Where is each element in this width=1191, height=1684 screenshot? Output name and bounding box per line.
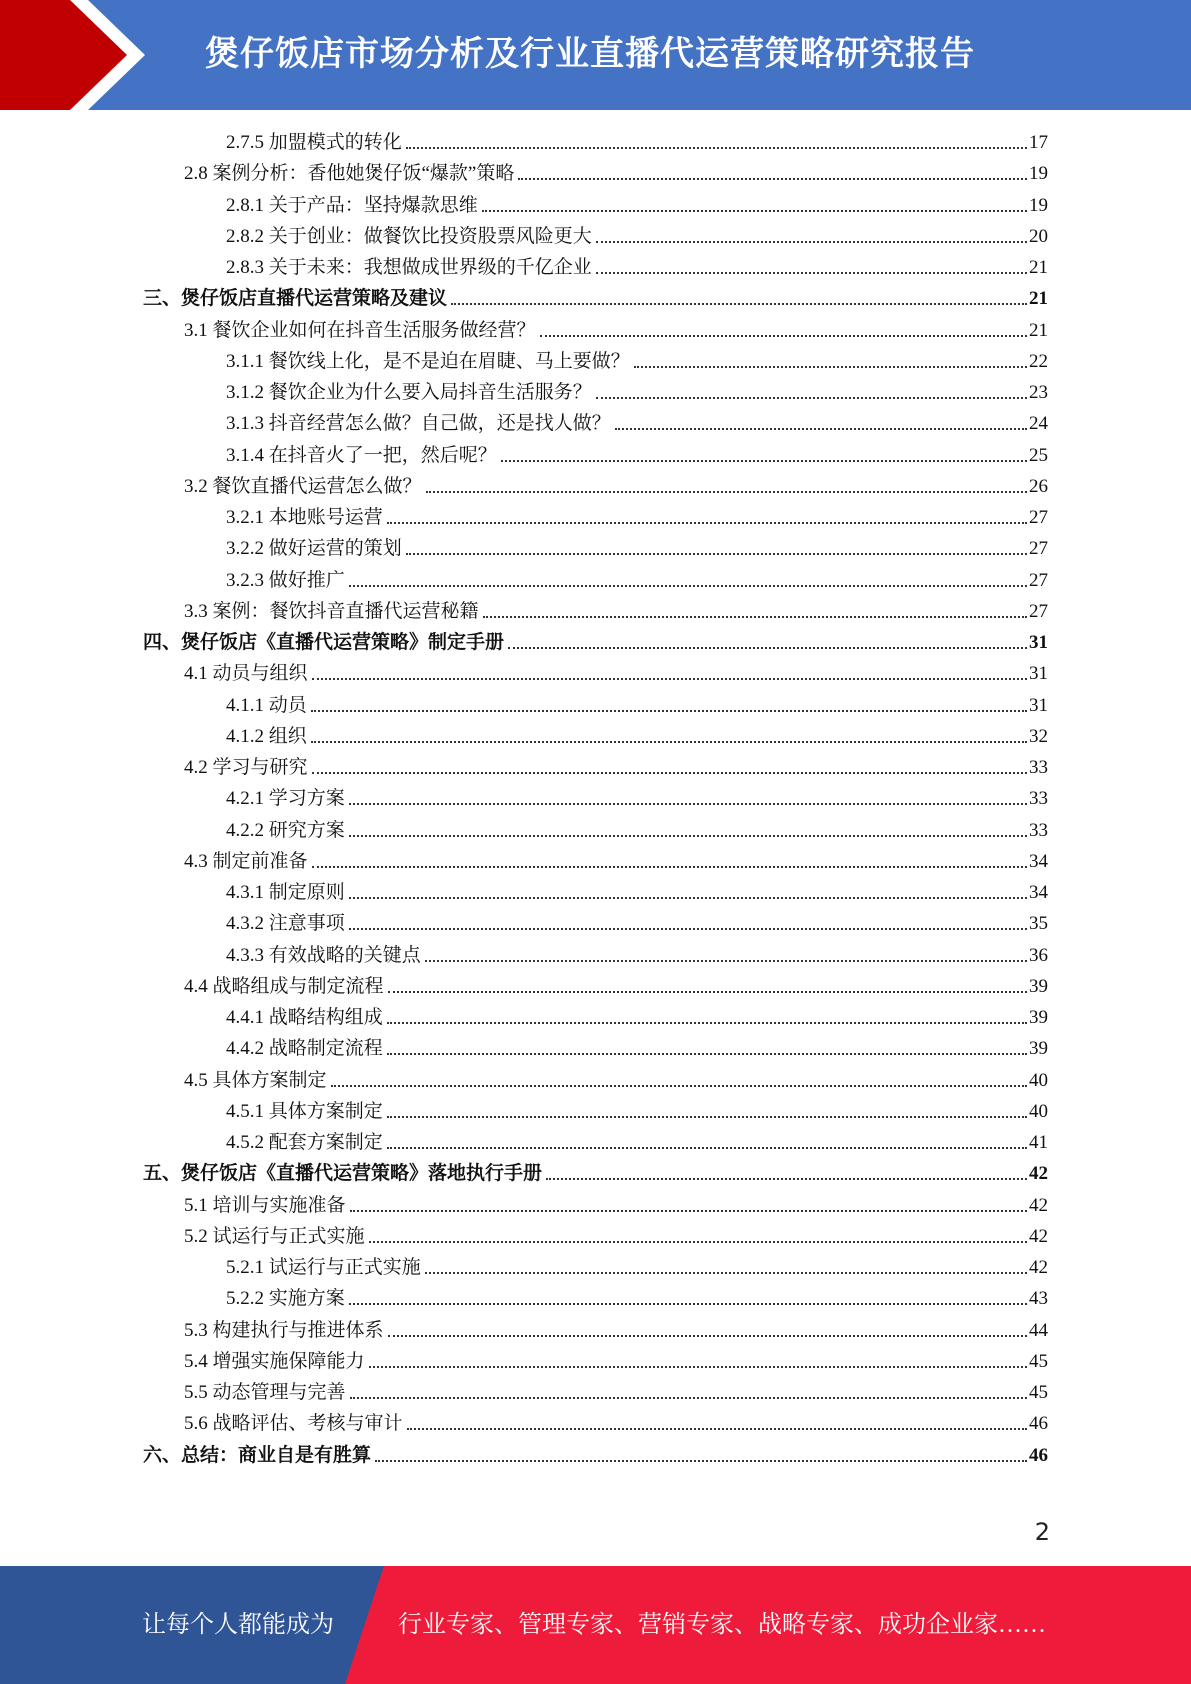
- toc-entry-page: 20: [1029, 225, 1048, 247]
- toc-dot-leader: [596, 397, 1027, 399]
- page-header: [0, 0, 1191, 110]
- toc-dot-leader: [349, 835, 1027, 837]
- toc-entry-title: 3.2.1 本地账号运营: [226, 507, 383, 528]
- toc-entry-page: 42: [1029, 1257, 1048, 1278]
- toc-entry-page: 24: [1029, 413, 1048, 435]
- footer-slogan-left: 让每个人都能成为: [142, 1612, 334, 1638]
- toc-entry[interactable]: [184, 752, 1048, 783]
- toc-dot-leader: [312, 772, 1027, 774]
- toc-entry-page: 40: [1029, 1069, 1048, 1091]
- toc-entry-title: 5.2.2 实施方案: [226, 1288, 345, 1310]
- toc-entry-page: 36: [1029, 944, 1048, 966]
- toc-entry[interactable]: [226, 565, 1048, 596]
- toc-entry-title: 5.3 构建执行与推进体系: [184, 1319, 384, 1341]
- toc-entry-title: 3.1.3 抖音经营怎么做？自己做，还是找人做？: [226, 413, 611, 435]
- toc-entry-page: 32: [1029, 725, 1048, 747]
- toc-entry-title: 5.2.1 试运行与正式实施: [226, 1257, 421, 1278]
- toc-entry-page: 21: [1029, 319, 1048, 341]
- toc-dot-leader: [615, 428, 1027, 430]
- toc-entry-title: 4.3.3 有效战略的关键点: [226, 944, 421, 966]
- report-title: 煲仔饭店市场分析及行业直播代运营策略研究报告: [205, 34, 975, 74]
- toc-dot-leader: [634, 366, 1027, 368]
- toc-entry-page: 42: [1029, 1194, 1048, 1216]
- toc-entry[interactable]: [184, 1408, 1048, 1439]
- page-number: 2: [1034, 1518, 1050, 1546]
- toc-dot-leader: [387, 1116, 1027, 1118]
- toc-entry-page: 19: [1029, 194, 1048, 216]
- toc-entry[interactable]: [226, 1096, 1048, 1127]
- toc-entry[interactable]: [184, 1346, 1048, 1377]
- toc-dot-leader: [540, 335, 1027, 337]
- toc-entry-title: 3.1.4 在抖音火了一把，然后呢？: [226, 444, 497, 466]
- toc-entry-title: 4.3 制定前准备: [184, 850, 308, 872]
- toc-entry-title: 5.2 试运行与正式实施: [184, 1225, 365, 1247]
- toc-entry-page: 31: [1029, 694, 1048, 716]
- toc-entry-title: 4.1 动员与组织: [184, 663, 308, 685]
- toc-entry-title: 2.7.5 加盟模式的转化: [226, 132, 402, 153]
- toc-entry[interactable]: [226, 721, 1048, 752]
- toc-entry[interactable]: [226, 940, 1048, 971]
- toc-entry-page: 25: [1029, 444, 1048, 466]
- toc-entry-page: 33: [1029, 757, 1048, 778]
- toc-entry-title: 4.4.2 战略制定流程: [226, 1038, 383, 1060]
- toc-entry[interactable]: [226, 1002, 1048, 1033]
- toc-entry[interactable]: [184, 315, 1048, 346]
- toc-entry[interactable]: [184, 158, 1048, 189]
- toc-entry[interactable]: [226, 1283, 1048, 1314]
- toc-dot-leader: [546, 1178, 1027, 1180]
- toc-dot-leader: [349, 928, 1027, 930]
- toc-entry-title: 5.5 动态管理与完善: [184, 1382, 346, 1403]
- toc-entry-title: 4.1.2 组织: [226, 725, 307, 747]
- toc-entry[interactable]: [226, 1252, 1048, 1283]
- toc-entry-page: 39: [1029, 1007, 1048, 1028]
- toc-entry-title: 3.1.1 餐饮线上化，是不是迫在眉睫、马上要做？: [226, 350, 630, 372]
- toc-entry[interactable]: [226, 815, 1048, 846]
- toc-dot-leader: [349, 585, 1027, 587]
- toc-entry-page: 27: [1029, 569, 1048, 591]
- toc-dot-leader: [407, 1428, 1027, 1430]
- toc-entry[interactable]: [143, 627, 1048, 658]
- toc-entry-title: 四、煲仔饭店《直播代运营策略》制定手册: [143, 632, 505, 653]
- toc-entry-title: 3.1 餐饮企业如何在抖音生活服务做经营？: [184, 319, 536, 341]
- toc-dot-leader: [387, 1053, 1027, 1055]
- toc-entry-title: 4.3.1 制定原则: [226, 882, 345, 903]
- toc-dot-leader: [387, 1022, 1027, 1024]
- toc-entry[interactable]: [226, 190, 1048, 221]
- toc-dot-leader: [375, 1460, 1027, 1462]
- toc-dot-leader: [518, 178, 1027, 180]
- toc-entry-page: 39: [1029, 975, 1048, 997]
- toc-dot-leader: [596, 241, 1027, 243]
- toc-dot-leader: [482, 210, 1027, 212]
- toc-entry[interactable]: [226, 533, 1048, 564]
- toc-entry-page: 46: [1029, 1413, 1048, 1435]
- toc-entry[interactable]: [143, 1440, 1048, 1471]
- toc-dot-leader: [349, 897, 1027, 899]
- toc-dot-leader: [331, 1085, 1027, 1087]
- toc-dot-leader: [501, 460, 1027, 462]
- toc-entry-title: 4.1.1 动员: [226, 694, 307, 716]
- toc-entry-page: 33: [1029, 819, 1048, 841]
- toc-entry-page: 42: [1029, 1225, 1048, 1247]
- toc-entry[interactable]: [226, 252, 1048, 283]
- toc-dot-leader: [388, 1335, 1027, 1337]
- toc-entry-page: 40: [1029, 1100, 1048, 1122]
- toc-dot-leader: [388, 991, 1027, 993]
- toc-entry[interactable]: [226, 908, 1048, 939]
- toc-entry-page: 27: [1029, 507, 1048, 528]
- toc-entry[interactable]: [226, 1033, 1048, 1064]
- toc-entry[interactable]: [143, 1158, 1048, 1189]
- toc-entry-title: 五、煲仔饭店《直播代运营策略》落地执行手册: [143, 1163, 543, 1185]
- page-footer: [0, 1566, 1191, 1684]
- toc-dot-leader: [483, 616, 1027, 618]
- toc-dot-leader: [451, 303, 1027, 305]
- toc-entry-page: 27: [1029, 538, 1048, 560]
- toc-dot-leader: [349, 803, 1027, 805]
- toc-entry-page: 34: [1029, 882, 1048, 903]
- toc-entry-title: 4.2 学习与研究: [184, 757, 308, 778]
- toc-entry[interactable]: [184, 1065, 1048, 1096]
- chevron-arrow-icon: [0, 0, 160, 110]
- toc-dot-leader: [350, 1397, 1027, 1399]
- toc-entry-page: 34: [1029, 850, 1048, 872]
- toc-dot-leader: [406, 553, 1027, 555]
- toc-entry-page: 42: [1029, 1163, 1048, 1185]
- toc-entry-title: 4.4 战略组成与制定流程: [184, 975, 384, 997]
- toc-entry-title: 4.5 具体方案制定: [184, 1069, 327, 1091]
- toc-entry-title: 4.2.2 研究方案: [226, 819, 345, 841]
- toc-entry-page: 39: [1029, 1038, 1048, 1060]
- toc-entry-title: 4.2.1 学习方案: [226, 788, 345, 810]
- toc-entry[interactable]: [226, 221, 1048, 252]
- toc-entry[interactable]: [184, 1377, 1048, 1408]
- toc-dot-leader: [312, 866, 1027, 868]
- toc-dot-leader: [596, 272, 1027, 274]
- toc-entry-title: 4.5.1 具体方案制定: [226, 1100, 383, 1122]
- toc-entry[interactable]: [226, 346, 1048, 377]
- toc-entry[interactable]: [184, 846, 1048, 877]
- toc-entry-page: 21: [1029, 288, 1048, 310]
- toc-entry[interactable]: [226, 440, 1048, 471]
- toc-entry[interactable]: [226, 1127, 1048, 1158]
- toc-dot-leader: [350, 1210, 1027, 1212]
- toc-entry[interactable]: [226, 502, 1048, 533]
- toc-dot-leader: [426, 491, 1027, 493]
- toc-dot-leader: [406, 147, 1027, 149]
- toc-dot-leader: [425, 960, 1027, 962]
- toc-entry[interactable]: [184, 471, 1048, 502]
- toc-entry-page: 17: [1029, 132, 1048, 153]
- toc-entry-title: 4.3.2 注意事项: [226, 913, 345, 935]
- toc-entry[interactable]: [226, 377, 1048, 408]
- toc-dot-leader: [349, 1303, 1027, 1305]
- footer-slogan-right: 行业专家、管理专家、营销专家、战略专家、成功企业家……: [398, 1612, 1046, 1638]
- toc-dot-leader: [387, 1147, 1027, 1149]
- toc-entry-title: 2.8.2 关于创业：做餐饮比投资股票风险更大: [226, 225, 592, 247]
- toc-entry-page: 21: [1029, 257, 1048, 278]
- toc-entry[interactable]: [184, 1221, 1048, 1252]
- toc-entry-title: 5.1 培训与实施准备: [184, 1194, 346, 1216]
- toc-entry-page: 31: [1029, 632, 1048, 653]
- toc-entry-page: 45: [1029, 1382, 1048, 1403]
- toc-entry[interactable]: [226, 783, 1048, 814]
- toc-entry-page: 19: [1029, 163, 1048, 185]
- toc-entry[interactable]: [226, 690, 1048, 721]
- toc-dot-leader: [425, 1272, 1027, 1274]
- toc-entry-title: 2.8.3 关于未来：我想做成世界级的千亿企业: [226, 257, 592, 278]
- toc-entry-title: 3.2.3 做好推广: [226, 569, 345, 591]
- toc-entry-page: 27: [1029, 600, 1048, 622]
- toc-entry[interactable]: [143, 283, 1048, 314]
- toc-entry-page: 33: [1029, 788, 1048, 810]
- toc-entry-title: 3.2.2 做好运营的策划: [226, 538, 402, 560]
- toc-entry-title: 三、煲仔饭店直播代运营策略及建议: [143, 288, 448, 310]
- toc-entry-page: 35: [1029, 913, 1048, 935]
- toc-entry-page: 41: [1029, 1132, 1048, 1153]
- toc-entry-title: 4.5.2 配套方案制定: [226, 1132, 383, 1153]
- toc-entry[interactable]: [184, 658, 1048, 689]
- toc-entry-page: 43: [1029, 1288, 1048, 1310]
- toc-entry-title: 5.6 战略评估、考核与审计: [184, 1413, 403, 1435]
- toc-entry-page: 44: [1029, 1319, 1048, 1341]
- toc-entry-title: 3.2 餐饮直播代运营怎么做？: [184, 475, 422, 497]
- toc-entry-page: 22: [1029, 350, 1048, 372]
- toc-entry-page: 23: [1029, 382, 1048, 403]
- toc-entry[interactable]: [184, 596, 1048, 627]
- toc-entry-page: 26: [1029, 475, 1048, 497]
- toc-entry-page: 46: [1029, 1444, 1048, 1466]
- toc-dot-leader: [311, 741, 1027, 743]
- toc-entry-title: 3.1.2 餐饮企业为什么要入局抖音生活服务？: [226, 382, 592, 403]
- toc-entry[interactable]: [226, 408, 1048, 439]
- toc-entry-title: 六、总结：商业自是有胜算: [143, 1444, 372, 1466]
- toc-entry-title: 5.4 增强实施保障能力: [184, 1350, 365, 1372]
- toc-entry-title: 2.8.1 关于产品：坚持爆款思维: [226, 194, 478, 216]
- toc-entry[interactable]: [184, 971, 1048, 1002]
- toc-dot-leader: [508, 647, 1027, 649]
- toc-dot-leader: [387, 522, 1027, 524]
- toc-entry[interactable]: [226, 877, 1048, 908]
- toc-entry[interactable]: [184, 1315, 1048, 1346]
- toc-entry-title: 4.4.1 战略结构组成: [226, 1007, 383, 1028]
- toc-dot-leader: [369, 1366, 1027, 1368]
- toc-entry[interactable]: [184, 1190, 1048, 1221]
- toc-entry-page: 45: [1029, 1350, 1048, 1372]
- toc-entry-title: 2.8 案例分析：香他她煲仔饭“爆款”策略: [184, 163, 515, 185]
- toc-dot-leader: [369, 1241, 1027, 1243]
- toc-entry-title: 3.3 案例：餐饮抖音直播代运营秘籍: [184, 600, 479, 622]
- toc-entry-page: 31: [1029, 663, 1048, 685]
- toc-entry[interactable]: [226, 127, 1048, 158]
- toc-dot-leader: [312, 678, 1027, 680]
- toc-dot-leader: [311, 710, 1027, 712]
